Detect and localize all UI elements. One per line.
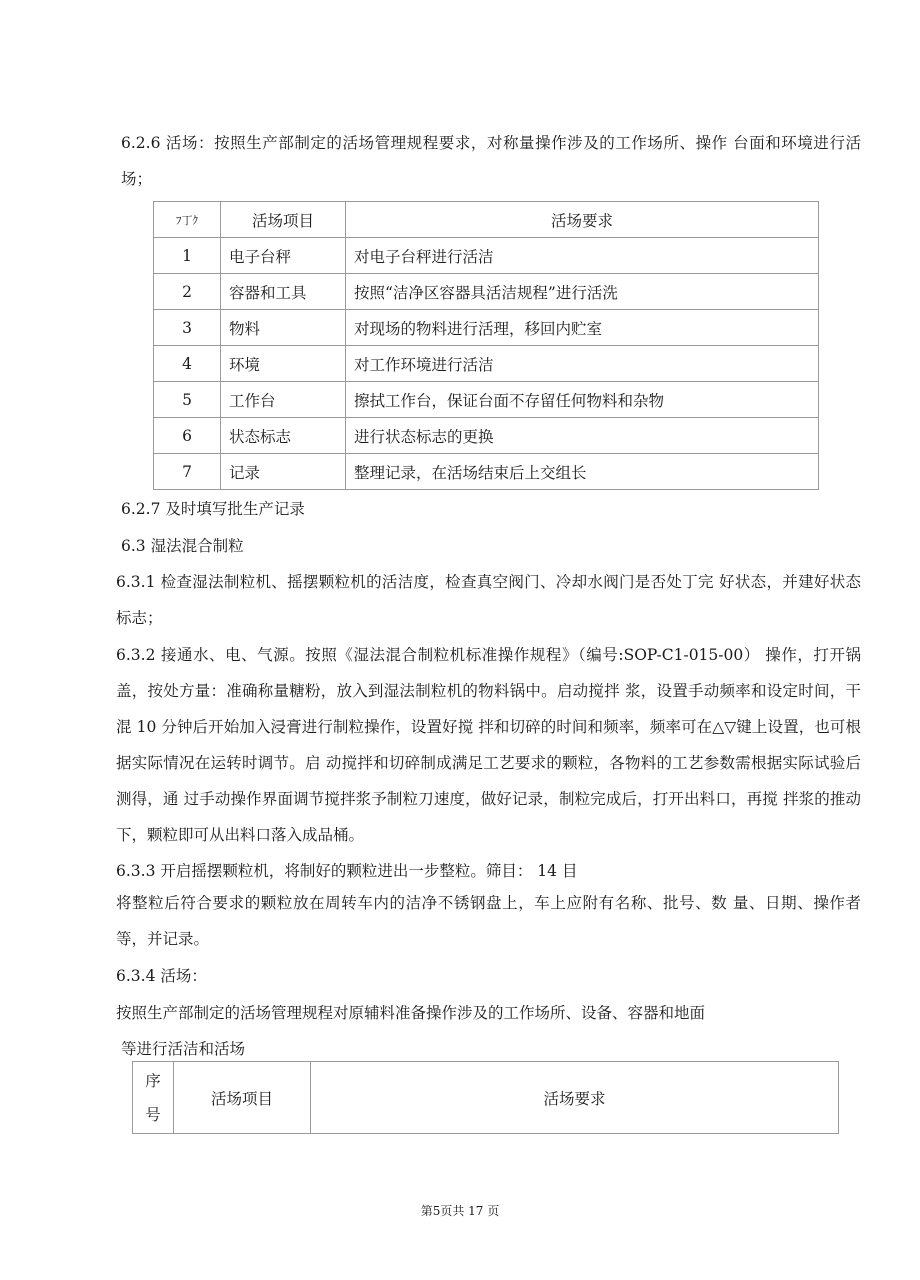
row-item: 环境 [221,346,346,382]
row-requirement: 对电子台秤进行活洁 [346,238,819,274]
page-footer: 第5页共 17 页 [420,1204,500,1218]
table-row [154,418,819,454]
cleaning-table-weighing [153,201,819,490]
col-header-no-line2: 号 [145,1105,161,1124]
section-6-3-2: 6.3.2 接通水、电、气源。按照《湿法混合制粒机标准操作规程》（编号:SOP-C1-015-00） 操作，打开锅盖，按处方量：准确称量糖粉，放入到湿法制粒机的物料锅中。启动搅拌 浆，设置手动频率和设定时间，干混 10 分钟后开始加入浸膏进行制粒操作，设置好搅 拌和切碎的时间和频率，频率可在△▽键上设置，也可根据实际情况在运转时调节。启 动搅拌和切碎制成满足工艺要求的颗粒，各物料的工艺参数需根据实际试验后测得，通 过手动操作界面调节搅拌浆予制粒刀速度，做好记录，制粒完成后，打开出料口，再搅 拌浆的推动下，颗粒即可从出料口落入成品桶。 [116,646,861,844]
row-item: 容器和工具 [221,274,346,310]
col-header-requirement: 活场要求 [346,202,819,238]
row-requirement: 对现场的物料进行活理，移回内贮室 [346,310,819,346]
section-6-3-3-note: 将整粒后符合要求的颗粒放在周转车内的洁净不锈钢盘上，车上应附有名称、批号、数 量、日期、操作者等，并记录。 [116,894,861,948]
table-row [154,274,819,310]
section-6-3: 6.3 湿法混合制粒 [121,537,244,555]
row-item: 物料 [221,310,346,346]
row-item: 工作台 [221,382,346,418]
table-row [154,454,819,490]
row-no: 3 [154,310,221,346]
row-requirement: 进行状态标志的更换 [346,418,819,454]
row-item: 状态标志 [221,418,346,454]
section-6-3-4: 6.3.4 活场： [116,967,207,985]
table-row [154,310,819,346]
col-header-no [133,1062,174,1134]
section-6-3-1: 6.3.1 检查湿法制粒机、摇摆颗粒机的活洁度，检查真空阀门、冷却水阀门是否处丁完 好状态，并建好状态标志； [116,573,861,627]
table-header-row [154,202,819,238]
row-no: 5 [154,382,221,418]
row-requirement: 擦拭工作台，保证台面不存留任何物料和杂物 [346,382,819,418]
col-header-no: ﾌ丁ｸ [154,202,221,238]
row-item: 电子台秤 [221,238,346,274]
row-no: 2 [154,274,221,310]
row-no: 4 [154,346,221,382]
section-6-2-6: 6.2.6 活场：按照生产部制定的活场管理规程要求，对称量操作涉及的工作场所、操作 台面和环境进行活场； [121,134,861,188]
section-6-2-7: 6.2.7 及时填写批生产记录 [121,500,305,518]
row-no: 7 [154,454,221,490]
col-header-item: 活场项目 [174,1062,311,1134]
row-no: 1 [154,238,221,274]
col-header-item: 活场项目 [221,202,346,238]
table-row [154,238,819,274]
table-row [154,382,819,418]
col-header-requirement: 活场要求 [311,1062,839,1134]
row-item: 记录 [221,454,346,490]
section-6-3-3: 6.3.3 开启摇摆颗粒机，将制好的颗粒进出一步整粒。筛目： 14 目 [116,862,578,880]
cleaning-table-granulation [132,1061,839,1134]
row-requirement: 整理记录，在活场结束后上交组长 [346,454,819,490]
section-6-3-4-text: 按照生产部制定的活场管理规程对原辅料准备操作涉及的工作场所、设备、容器和地面 [116,1004,706,1022]
table-row [154,346,819,382]
row-no: 6 [154,418,221,454]
col-header-no-line1: 序 [145,1071,161,1090]
table-header-row [133,1062,839,1134]
section-6-3-4-text-cont: 等进行活洁和活场 [121,1040,246,1058]
row-requirement: 按照“洁净区容器具活洁规程”进行活洗 [346,274,819,310]
row-requirement: 对工作环境进行活洁 [346,346,819,382]
